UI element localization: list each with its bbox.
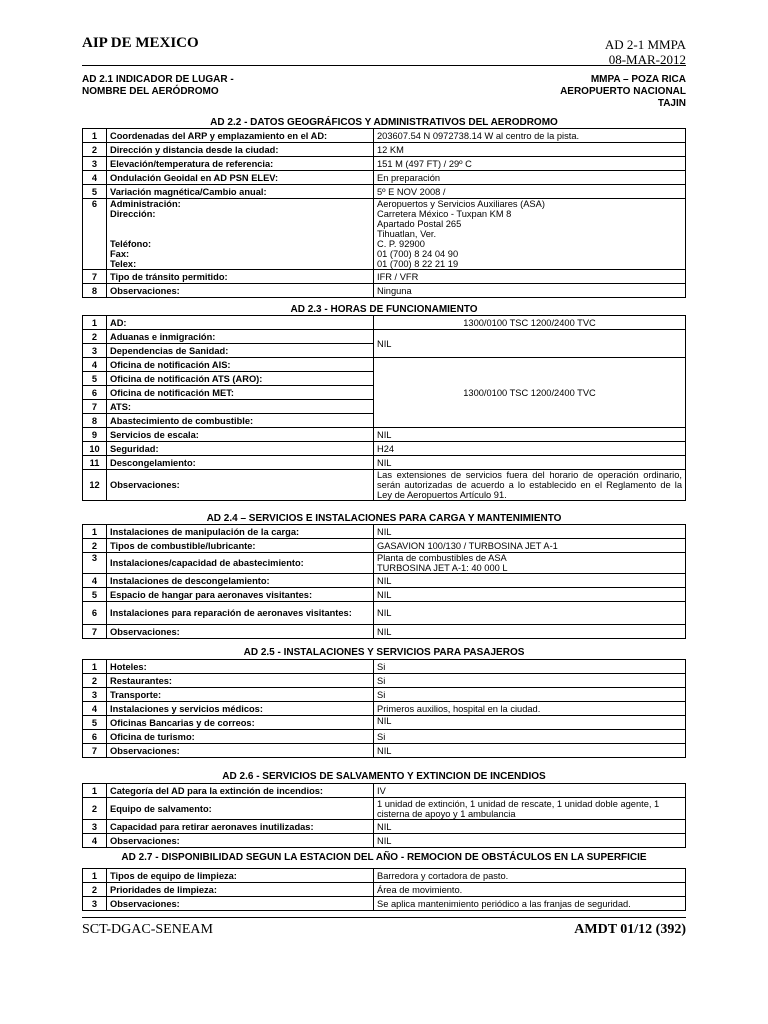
table-row (83, 716, 686, 730)
address-line: Carretera México - Tuxpan KM 8 (377, 209, 512, 219)
row-number: 2 (83, 674, 107, 688)
row-number: 6 (83, 386, 107, 400)
row-number: 3 (83, 157, 107, 171)
telex-label: Telex: (110, 259, 137, 269)
fax-label: Fax: (110, 249, 130, 259)
row-label: Tipos de combustible/lubricante: (107, 539, 374, 553)
row-value (374, 199, 686, 270)
row-number: 4 (83, 358, 107, 372)
table-row (83, 602, 686, 625)
row-value: Barredora y cortadora de pasto. (374, 869, 686, 883)
table-row (83, 129, 686, 143)
row-label: Elevación/temperatura de referencia: (107, 157, 374, 171)
table-row (83, 316, 686, 330)
table-row (83, 539, 686, 553)
row-number: 7 (83, 625, 107, 639)
row-number: 4 (83, 702, 107, 716)
row-number: 7 (83, 270, 107, 284)
address-line: C. P. 92900 (377, 239, 425, 249)
row-number: 5 (83, 185, 107, 199)
row-value: 203607.54 N 0972738.14 W al centro de la pista. (374, 129, 686, 143)
row-number: 4 (83, 171, 107, 185)
page-reference (605, 37, 686, 67)
row-value: NIL (374, 525, 686, 539)
row-value (374, 553, 686, 574)
table-row (83, 798, 686, 820)
row-label: Dirección y distancia desde la ciudad: (107, 143, 374, 157)
row-value-merged: NIL (374, 330, 686, 358)
row-value: IFR / VFR (374, 270, 686, 284)
table-row (83, 834, 686, 848)
row-label: Abastecimiento de combustible: (107, 414, 374, 428)
table-row (83, 553, 686, 574)
row-value: Si (374, 688, 686, 702)
row-number: 3 (83, 820, 107, 834)
row-value: NIL (374, 744, 686, 758)
footer-amendment: AMDT 01/12 (392) (574, 922, 686, 937)
row-value: Se aplica mantenimiento periódico a las franjas de seguridad. (374, 897, 686, 911)
row-number: 3 (83, 897, 107, 911)
row-number: 2 (83, 539, 107, 553)
table-row (83, 820, 686, 834)
row-number: 5 (83, 372, 107, 386)
row-value: Si (374, 730, 686, 744)
row-value: Si (374, 674, 686, 688)
table-row (83, 525, 686, 539)
row-label: Observaciones: (107, 284, 374, 298)
row-value: NIL (374, 602, 686, 625)
table-row (83, 883, 686, 897)
row-label: Oficinas Bancarias y de correos: (107, 716, 374, 730)
row-label: Variación magnética/Cambio anual: (107, 185, 374, 199)
aerodrome-name (560, 74, 686, 110)
row-label: Oficina de notificación AIS: (107, 358, 374, 372)
row-number: 1 (83, 784, 107, 798)
row-number: 2 (83, 330, 107, 344)
section-title-2-4: AD 2.4 – SERVICIOS E INSTALACIONES PARA CARGA Y MANTENIMIENTO (206, 513, 562, 524)
table-row (83, 744, 686, 758)
address-line: Apartado Postal 265 (377, 219, 462, 229)
row-label: Descongelamiento: (107, 456, 374, 470)
row-value: NIL (374, 625, 686, 639)
row-number: 4 (83, 834, 107, 848)
row-value: NIL (374, 428, 686, 442)
table-2-4 (82, 524, 686, 639)
aerodrome-name-line1: MMPA – POZA RICA (590, 74, 686, 85)
table-row (83, 442, 686, 456)
page-code: AD 2-1 MMPA (604, 37, 686, 52)
table-row (83, 588, 686, 602)
fuel-capacity-line: TURBOSINA JET A-1: 40 000 L (377, 563, 508, 573)
row-number: 1 (83, 660, 107, 674)
row-number: 1 (83, 869, 107, 883)
row-number: 11 (83, 456, 107, 470)
row-label: Oficina de notificación ATS (ARO): (107, 372, 374, 386)
row-number: 8 (83, 284, 107, 298)
row-label: Dependencias de Sanidad: (107, 344, 374, 358)
row-label: Tipo de tránsito permitido: (107, 270, 374, 284)
table-row (83, 869, 686, 883)
table-row (83, 660, 686, 674)
row-label (107, 199, 374, 270)
table-2-7 (82, 868, 686, 911)
row-label: Observaciones: (107, 834, 374, 848)
row-value: Primeros auxilios, hospital en la ciudad. (374, 702, 686, 716)
aerodrome-name-line3: TAJIN (657, 98, 686, 109)
row-number: 5 (83, 588, 107, 602)
row-label: Instalaciones para reparación de aeronaves visitantes: (107, 602, 374, 625)
table-row (83, 730, 686, 744)
address-label: Dirección: (110, 209, 156, 219)
row-label: Aduanas e inmigración: (107, 330, 374, 344)
header-divider (82, 65, 686, 66)
location-heading-line2: NOMBRE DEL AERÓDROMO (82, 86, 219, 97)
row-value: 151 M (497 FT) / 29º C (374, 157, 686, 171)
phone-label: Teléfono: (110, 239, 152, 249)
row-value: NIL (374, 588, 686, 602)
row-label: Hoteles: (107, 660, 374, 674)
row-label: Ondulación Geoidal en AD PSN ELEV: (107, 171, 374, 185)
table-row (83, 157, 686, 171)
row-number: 3 (83, 344, 107, 358)
row-value: NIL (374, 716, 686, 730)
row-number: 9 (83, 428, 107, 442)
row-number: 6 (83, 199, 107, 270)
table-row-administration (83, 199, 686, 270)
footer-publisher: SCT-DGAC-SENEAM (82, 922, 213, 937)
table-row (83, 702, 686, 716)
row-value: NIL (374, 456, 686, 470)
row-label: ATS: (107, 400, 374, 414)
row-number: 6 (83, 730, 107, 744)
section-title-2-7: AD 2.7 - DISPONIBILIDAD SEGUN LA ESTACION DEL AÑO - REMOCION DE OBSTÁCULOS EN LA SUPERFICIE (121, 852, 647, 863)
table-row (83, 143, 686, 157)
section-title-2-5: AD 2.5 - INSTALACIONES Y SERVICIOS PARA PASAJEROS (243, 647, 525, 658)
row-label: Categoría del AD para la extinción de incendios: (107, 784, 374, 798)
section-title-2-3: AD 2.3 - HORAS DE FUNCIONAMIENTO (290, 304, 478, 315)
table-row (83, 185, 686, 199)
row-label: Instalaciones y servicios médicos: (107, 702, 374, 716)
row-label: Observaciones: (107, 897, 374, 911)
table-row (83, 688, 686, 702)
table-row (83, 470, 686, 501)
row-value: 1300/0100 TSC 1200/2400 TVC (374, 316, 686, 330)
row-number: 5 (83, 716, 107, 730)
row-label: Espacio de hangar para aeronaves visitantes: (107, 588, 374, 602)
table-row (83, 171, 686, 185)
page-date: 08-MAR-2012 (608, 52, 686, 67)
row-number: 3 (83, 688, 107, 702)
table-row (83, 428, 686, 442)
row-number: 2 (83, 143, 107, 157)
table-row (83, 784, 686, 798)
section-title-2-6: AD 2.6 - SERVICIOS DE SALVAMENTO Y EXTINCION DE INCENDIOS (222, 771, 546, 782)
table-row (83, 358, 686, 372)
row-label: AD: (107, 316, 374, 330)
address-line: Tihuatlan, Ver. (377, 229, 437, 239)
row-label: Oficina de notificación MET: (107, 386, 374, 400)
row-value: NIL (374, 820, 686, 834)
row-number: 1 (83, 129, 107, 143)
table-row (83, 897, 686, 911)
row-number: 2 (83, 883, 107, 897)
row-value: GASAVION 100/130 / TURBOSINA JET A-1 (374, 539, 686, 553)
table-row (83, 284, 686, 298)
row-label: Observaciones: (107, 625, 374, 639)
section-title-2-2: AD 2.2 - DATOS GEOGRÁFICOS Y ADMINISTRATIVOS DEL AERODROMO (210, 117, 558, 128)
row-value: Área de movimiento. (374, 883, 686, 897)
row-label: Instalaciones/capacidad de abastecimiento: (107, 553, 374, 574)
row-value: Las extensiones de servicios fuera del horario de operación ordinario, serán autorizadas de acuerdo a lo establecido en el Reglamento de la Ley de Aeropuertos Artículo 91. (374, 470, 686, 501)
telex-value: 01 (700) 8 22 21 19 (377, 259, 459, 269)
row-label: Oficina de turismo: (107, 730, 374, 744)
table-row (83, 270, 686, 284)
row-value: En preparación (374, 171, 686, 185)
footer-divider (82, 917, 686, 918)
table-row (83, 330, 686, 344)
admin-value: Aeropuertos y Servicios Auxiliares (ASA) (377, 199, 545, 209)
row-number: 7 (83, 744, 107, 758)
row-label: Servicios de escala: (107, 428, 374, 442)
row-label: Instalaciones de manipulación de la carga: (107, 525, 374, 539)
row-value: H24 (374, 442, 686, 456)
table-row (83, 625, 686, 639)
row-value: 12 KM (374, 143, 686, 157)
row-value: NIL (374, 574, 686, 588)
fax-value: 01 (700) 8 24 04 90 (377, 249, 459, 259)
row-number: 1 (83, 525, 107, 539)
row-value: NIL (374, 834, 686, 848)
fuel-plant-line: Planta de combustibles de ASA (377, 553, 507, 563)
table-2-2 (82, 128, 686, 298)
row-label: Coordenadas del ARP y emplazamiento en el AD: (107, 129, 374, 143)
table-row (83, 674, 686, 688)
row-number: 12 (83, 470, 107, 501)
row-label: Transporte: (107, 688, 374, 702)
table-row (83, 574, 686, 588)
row-value: Ninguna (374, 284, 686, 298)
admin-label: Administración: (110, 199, 181, 209)
row-label: Seguridad: (107, 442, 374, 456)
table-2-6 (82, 783, 686, 848)
aerodrome-name-line2: AEROPUERTO NACIONAL (560, 86, 686, 97)
row-value-merged: 1300/0100 TSC 1200/2400 TVC (374, 358, 686, 428)
row-number: 6 (83, 602, 107, 625)
row-label: Observaciones: (107, 744, 374, 758)
row-number: 3 (83, 553, 107, 574)
table-row (83, 456, 686, 470)
row-value: Si (374, 660, 686, 674)
row-label: Capacidad para retirar aeronaves inutilizadas: (107, 820, 374, 834)
row-value: IV (374, 784, 686, 798)
row-label: Tipos de equipo de limpieza: (107, 869, 374, 883)
row-label: Equipo de salvamento: (107, 798, 374, 820)
location-indicator-heading (82, 74, 234, 98)
table-2-5 (82, 659, 686, 758)
table-2-3 (82, 315, 686, 501)
location-heading-line1: AD 2.1 INDICADOR DE LUGAR - (82, 74, 234, 85)
row-number: 1 (83, 316, 107, 330)
row-label: Restaurantes: (107, 674, 374, 688)
row-label: Prioridades de limpieza: (107, 883, 374, 897)
row-number: 10 (83, 442, 107, 456)
row-number: 4 (83, 574, 107, 588)
row-number: 2 (83, 798, 107, 820)
row-number: 7 (83, 400, 107, 414)
row-number: 8 (83, 414, 107, 428)
row-value: 1 unidad de extinción, 1 unidad de rescate, 1 unidad doble agente, 1 cisterna de apoyo y 1 ambulancia (374, 798, 686, 820)
row-value: 5º E NOV 2008 / (374, 185, 686, 199)
aip-title: AIP DE MEXICO (82, 35, 199, 51)
row-label: Observaciones: (107, 470, 374, 501)
row-label: Instalaciones de descongelamiento: (107, 574, 374, 588)
